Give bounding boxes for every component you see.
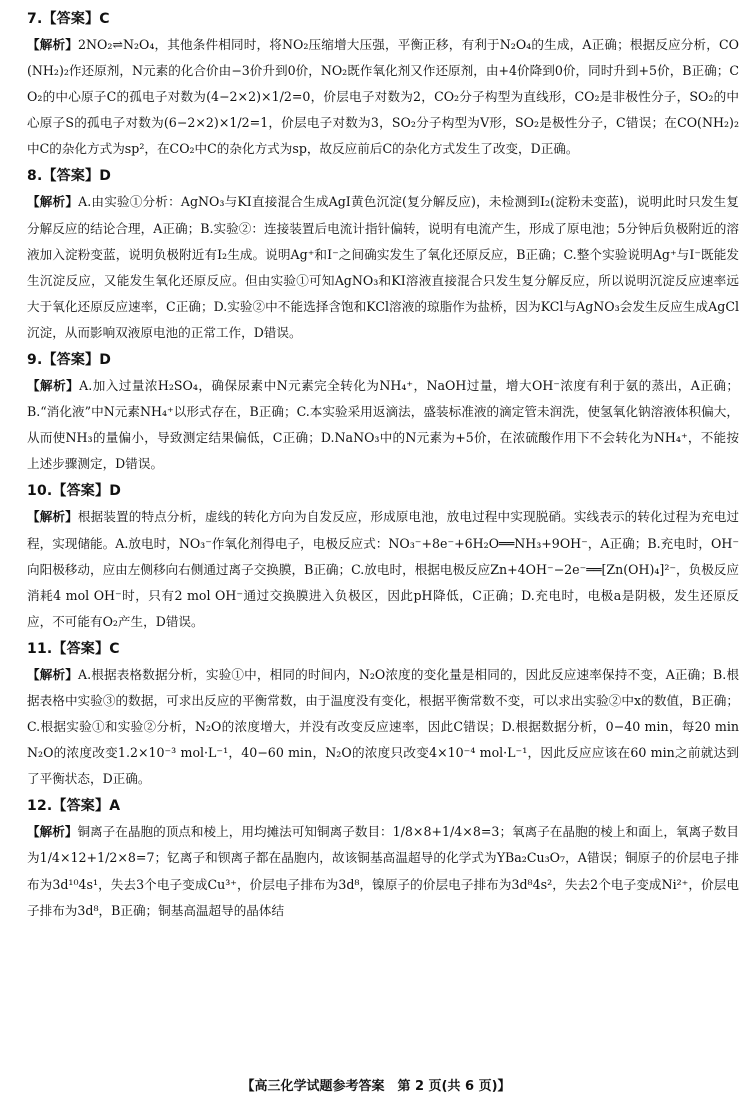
explanation [27, 373, 739, 477]
answer-heading: 7.【答案】C [27, 11, 110, 27]
explanation [27, 662, 739, 792]
explanation-text: A.根据表格数据分析，实验①中，相同的时间内，N₂O浓度的变化量是相同的，因此反应速率保持不变，A正确；B.根据表格中实验③的数据，可求出反应的平衡常数，由于温度没有变化，根据平衡常数不变，可以求出实验②中x的数值，B正确；C.根据实验①和实验②分析，N₂O的浓度增大，并没有改变反应速率，因此C错误；D.根据数据分析，0−40 min，每20 min N₂O的浓度改变1.2×10⁻³ mol·L⁻¹，40−60 min，N₂O的浓度只改变4×10⁻⁴ mol·L⁻¹，因此反应应该在60 min之前就达到了平衡状态，D正确。 [27, 666, 740, 787]
explanation-tag: 【解析】 [27, 824, 78, 840]
explanation-text: 根据装置的特点分析，虚线的转化方向为自发反应，形成原电池，放电过程中实现脱硝。实线表示的转化过程为充电过程，实现储能。A.放电时，NO₃⁻作氧化剂得电子，电极反应式：NO₃⁻+8e⁻+6H₂O══NH₃+9OH⁻，A正确；B.充电时，OH⁻向阳极移动，应由左侧移向右侧通过离子交换膜，B正确；C.放电时，根据电极反应Zn+4OH⁻−2e⁻══[Zn(OH)₄]²⁻，负极反应消耗4 mol OH⁻时，只有2 mol OH⁻通过交换膜进入负极区，因此pH降低，C正确；D.充电时，电极a是阴极，发生还原反应，不可能有O₂产生，D错误。 [27, 509, 740, 629]
answer-heading: 10.【答案】D [27, 483, 122, 500]
explanation-text: 2NO₂⇌N₂O₄，其他条件相同时，将NO₂压缩增大压强，平衡正移，有利于N₂O₄的生成，A正确；根据反应分析，CO(NH₂)₂作还原剂，N元素的化合价由−3价升到0价，NO₂既作氧化剂又作还原剂，由+4价降到0价，同时升到+5价，B正确；CO₂的中心原子C的孤电子对数为(4−2×2)×1/2=0，价层电子对数为2，CO₂分子构型为直线形，CO₂是非极性分子，SO₂的中心原子S的孤电子对数为(6−2×2)×1/2=1，价层电子对数为3，SO₂分子构型为V形，SO₂是极性分子，C错误；在CO(NH₂)₂中C的杂化方式为sp²，在CO₂中C的杂化方式为sp，故反应前后C的杂化方式发生了改变，D正确。 [27, 37, 740, 157]
question-12 [27, 793, 739, 923]
answer-heading: 8.【答案】D [27, 168, 112, 185]
explanation-text: A.由实验①分析：AgNO₃与KI直接混合生成AgI黄色沉淀(复分解反应)，未检测到I₂(淀粉未变蓝)，说明此时只发生复分解反应的结论合理，A正确；B.实验②：连接装置后电流计指针偏转，说明有电流产生，形成了原电池；5分钟后负极附近的溶液加入淀粉变蓝，说明负极附近有I₂生成。说明Ag⁺和I⁻之间确实发生了氧化还原反应，B正确；C.整个实验说明Ag⁺与I⁻既能发生沉淀反应，又能发生氧化还原反应。但由实验①可知AgNO₃和KI溶液直接混合只发生复分解反应，所以说明沉淀反应速率远大于氧化还原反应速率，C正确；D.实验②中不能选择含饱和KCl溶液的琼脂作为盐桥，因为KCl与AgNO₃会发生反应生成AgCl沉淀，从而影响双液原电池的正常工作，D错误。 [27, 194, 740, 340]
answer-page [27, 6, 739, 925]
explanation-tag: 【解析】 [27, 378, 80, 394]
explanation [27, 819, 739, 923]
explanation-text: A.加入过量浓H₂SO₄，确保尿素中N元素完全转化为NH₄⁺，NaOH过量，增大OH⁻浓度有利于氨的蒸出，A正确；B.“消化液”中N元素NH₄⁺以形式存在，B正确；C.本实验采用返滴法，盛装标准液的滴定管未润洗，使氢氧化钠溶液体积偏大，从而使NH₃的量偏小，导致测定结果偏低，C正确；D.NaNO₃中的N元素为+5价，在浓硫酸作用下不会转化为NH₄⁺，不能按上述步骤测定，D错误。 [27, 378, 739, 472]
explanation-text: 铜离子在晶胞的顶点和棱上，用均摊法可知铜离子数目：1/8×8+1/4×8=3；氧离子在晶胞的棱上和面上，氧离子数目为1/4×12+1/2×8=7；钇离子和钡离子都在晶胞内，故该铜基高温超导的化学式为YBa₂Cu₃O₇，A错误；铜原子的价层电子排布为3d¹⁰4s¹，失去3个电子变成Cu³⁺，价层电子排布为3d⁸，镍原子的价层电子排布为3d⁸4s²，失去2个电子变成Ni²⁺，价层电子排布为3d⁸，B正确；铜基高温超导的晶体结 [27, 824, 739, 918]
explanation-tag: 【解析】 [27, 666, 78, 682]
answer-heading: 11.【答案】C [27, 640, 120, 657]
explanation [27, 32, 739, 162]
answer-heading: 9.【答案】D [27, 352, 112, 369]
page-footer: 【高三化学试题参考答案 第 2 页(共 6 页)】 [241, 1079, 511, 1094]
question-11 [27, 636, 739, 792]
question-9 [27, 347, 739, 477]
question-10 [27, 478, 739, 634]
explanation-tag: 【解析】 [27, 37, 78, 52]
explanation-tag: 【解析】 [27, 509, 78, 525]
question-7 [27, 6, 739, 162]
explanation [27, 504, 739, 634]
explanation [27, 189, 739, 346]
question-8 [27, 163, 739, 346]
explanation-tag: 【解析】 [27, 194, 79, 210]
answer-heading: 12.【答案】A [27, 798, 121, 815]
